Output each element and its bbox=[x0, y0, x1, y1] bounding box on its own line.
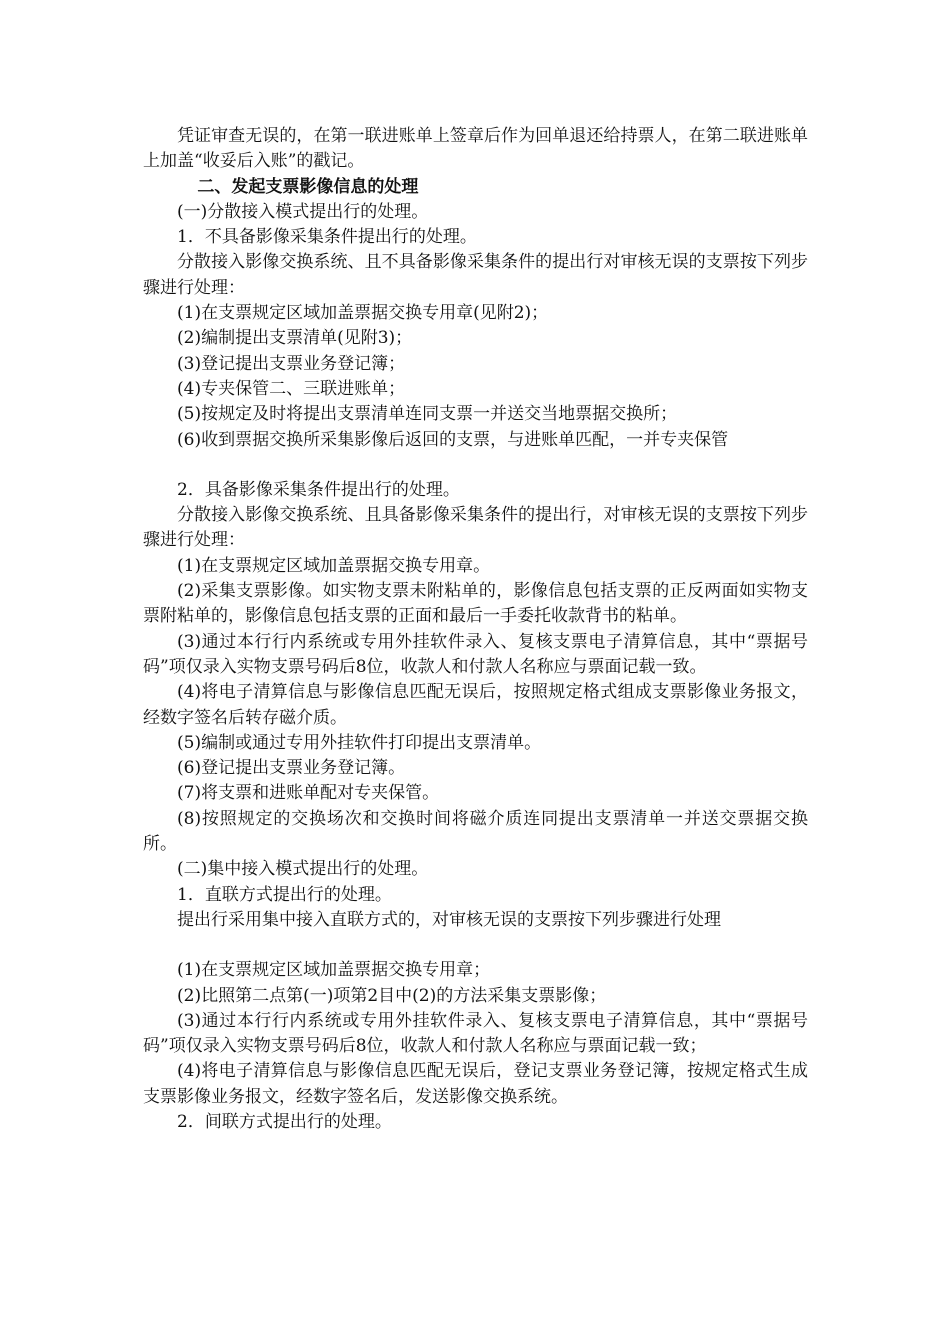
step-1: (1)在支票规定区域加盖票据交换专用章； bbox=[177, 960, 491, 981]
blank-line bbox=[143, 933, 808, 958]
step-1: (1)在支票规定区域加盖票据交换专用章(见附2)； bbox=[177, 303, 549, 324]
subsection-centralized-mode: (二)集中接入模式提出行的处理。 bbox=[177, 859, 429, 880]
step-7: (7)将支票和进账单配对专夹保管。 bbox=[177, 783, 440, 804]
subsection-distributed-mode: (一)分散接入模式提出行的处理。 bbox=[177, 201, 429, 222]
item-with-image-capture: 2．具备影像采集条件提出行的处理。 bbox=[177, 479, 460, 500]
step-4: (4)专夹保管二、三联进账单； bbox=[177, 378, 406, 399]
step-2: (2)采集支票影像。如实物支票未附粘单的，影像信息包括支票的正反两面如实物支票附粘单的，影像信息包括支票的正面和最后一手委托收款背书的粘单。 bbox=[143, 581, 808, 627]
blank-line bbox=[143, 453, 808, 478]
paragraph-voucher-review: 凭证审查无误的，在第一联进账单上签章后作为回单退还给持票人，在第二联进账单上加盖“收妥后入账”的戳记。 bbox=[143, 126, 808, 172]
step-5: (5)编制或通过专用外挂软件打印提出支票清单。 bbox=[177, 732, 542, 753]
document-body bbox=[143, 124, 808, 1135]
section-heading: 二、发起支票影像信息的处理 bbox=[197, 176, 419, 197]
item-indirect-connection: 2．间联方式提出行的处理。 bbox=[177, 1111, 392, 1132]
step-4: (4)将电子清算信息与影像信息匹配无误后，登记支票业务登记簿，按规定格式生成支票影像业务报文，经数字签名后，发送影像交换系统。 bbox=[143, 1061, 808, 1107]
item-no-image-capture: 1．不具备影像采集条件提出行的处理。 bbox=[177, 227, 477, 248]
step-6: (6)登记提出支票业务登记簿。 bbox=[177, 758, 406, 779]
step-3: (3)通过本行行内系统或专用外挂软件录入、复核支票电子清算信息，其中“票据号码”项仅录入实物支票号码后8位，收款人和付款人名称应与票面记载一致。 bbox=[143, 631, 808, 677]
step-1: (1)在支票规定区域加盖票据交换专用章。 bbox=[177, 555, 491, 576]
step-4: (4)将电子清算信息与影像信息匹配无误后，按照规定格式组成支票影像业务报文，经数字签名后转存磁介质。 bbox=[143, 682, 808, 728]
paragraph-with-capture-steps: 分散接入影像交换系统、且具备影像采集条件的提出行，对审核无误的支票按下列步骤进行处理： bbox=[143, 505, 808, 551]
step-2: (2)比照第二点第(一)项第2目中(2)的方法采集支票影像； bbox=[177, 985, 607, 1006]
paragraph-no-capture-steps: 分散接入影像交换系统、且不具备影像采集条件的提出行对审核无误的支票按下列步骤进行处理： bbox=[143, 252, 808, 298]
item-direct-connection: 1．直联方式提出行的处理。 bbox=[177, 884, 392, 905]
step-6: (6)收到票据交换所采集影像后返回的支票，与进账单匹配，一并专夹保管 bbox=[177, 429, 729, 450]
step-8: (8)按照规定的交换场次和交换时间将磁介质连同提出支票清单一并送交票据交换所。 bbox=[143, 808, 808, 855]
paragraph-direct-steps: 提出行采用集中接入直联方式的，对审核无误的支票按下列步骤进行处理 bbox=[177, 909, 721, 930]
step-3: (3)登记提出支票业务登记簿； bbox=[177, 353, 406, 374]
step-5: (5)按规定及时将提出支票清单连同支票一并送交当地票据交换所； bbox=[177, 404, 678, 425]
step-2: (2)编制提出支票清单(见附3)； bbox=[177, 328, 413, 349]
step-3: (3)通过本行行内系统或专用外挂软件录入、复核支票电子清算信息，其中“票据号码”项仅录入实物支票号码后8位，收款人和付款人名称应与票面记载一致； bbox=[143, 1010, 808, 1057]
